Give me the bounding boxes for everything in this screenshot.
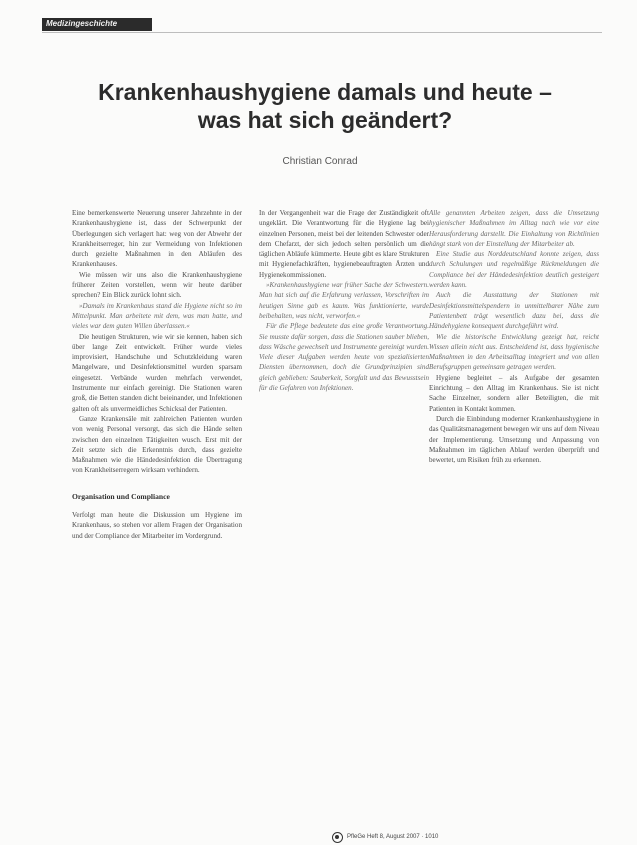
text-column-1 [72,208,242,808]
paragraph: Hygiene begleitet – als Aufgabe der gesamten Einrichtung – den Alltag im Krankenhaus. Sie ist nicht Sache Einzelner, sondern aller Beteiligten, die mit Patienten in Kontakt kommen. [429,373,599,413]
section-tag: Medizingeschichte [42,18,152,31]
header-rule [42,32,602,33]
quote-paragraph: Für die Pflege bedeutete das eine große Verantwortung. Sie musste dafür sorgen, dass die Stationen sauber blieben, dass Wäsche gewechselt und Instrumente gereinigt wurden. Viele dieser Aufgaben werden heute von spezialisierten Diensten übernommen, doch die Grundprinzipien sind gleich geblieben: Sauberkeit, Sorgfalt und das Bewusstsein für die Gefahren von Infektionen. [259,322,429,393]
paragraph: Ganze Krankensäle mit zahlreichen Patienten wurden von wenig Personal versorgt, das sich die Hände selten zwischen den einzelnen Tätigkeiten wusch. Erst mit der Zeit setzte sich die Erkenntnis durch, dass gezielte Maßnahmen wie die Händedesinfektion die Übertragung von Krankheitserregern wirksam verhindern. [72,414,242,475]
quote-paragraph: Wie die historische Entwicklung gezeigt hat, reicht Wissen allein nicht aus. Entscheidend ist, dass hygienische Maßnahmen in den Arbeitsalltag integriert und von allen Berufsgruppen gemeinsam getragen werden. [429,332,599,372]
title-line-2: was hat sich geändert? [197,107,453,133]
paragraph: Durch die Einbindung moderner Krankenhaushygiene in das Qualitätsmanagement bewegen wir uns auf dem Niveau der Implementierung. Umsetzung und Anpassung von Maßnahmen im täglichen Ablauf werden überprüft und bewertet, um Risiken früh zu erkennen. [429,414,599,465]
quote-paragraph: Auch die Ausstattung der Stationen mit Desinfektionsmittelspendern in unmittelbarer Nähe zum Patientenbett trägt wesentlich dazu bei, dass die Händehygiene konsequent durchgeführt wird. [429,291,599,331]
paragraph: Eine bemerkenswerte Neuerung unserer Jahrzehnte in der Krankenhaushygiene ist, dass der Schwerpunkt der Überlegungen sich verlagert hat: weg von der Abwehr der Krankheitserreger, hin zur Vermeidung von Infektionen durch gezielte Maßnahmen in den Abläufen des Krankenhauses. [72,209,242,269]
page-footer [332,831,502,843]
paragraph: Die heutigen Strukturen, wie wir sie kennen, haben sich über lange Zeit entwickelt. Früher wurde vieles improvisiert, Handschuhe und Schutzkleidung waren Mangelware, und Desinfektionsmittel wurden sparsam eingesetzt. Verbände wurden mehrfach verwendet, Instrumente nur einfach gereinigt. Die Stationen waren groß, die Betten standen dicht beieinander, und Infektionen galten oft als unvermeidliches Schicksal der Patienten. [72,332,242,413]
paragraph: Wie müssen wir uns also die Krankenhaushygiene früherer Zeiten vorstellen, wenn wir heute darüber sprechen? Ein Blick zurück lohnt sich. [72,270,242,300]
article-title [60,78,590,134]
paragraph: In der Vergangenheit war die Frage der Zuständigkeit oft ungeklärt. Die Verantwortung für die Hygiene lag bei einzelnen Personen, meist bei der leitenden Schwester oder dem Chefarzt, der sich jedoch selten persönlich um die täglichen Abläufe kümmerte. Heute gibt es klare Strukturen mit Hygienefachkräften, hygienebeauftragten Ärzten und Hygienekommissionen. [259,209,429,279]
quote-paragraph: »Krankenhaushygiene war früher Sache der Schwestern. Man hat sich auf die Erfahrung verlassen, Vorschriften im heutigen Sinne gab es kaum. Was funktionierte, wurde beibehalten, was nicht, verworfen.« [259,281,429,320]
footer-text: PfleGe Heft 8, August 2007 · 1010 [347,834,439,840]
journal-logo-icon [332,832,343,843]
paragraph: Verfolgt man heute die Diskussion um Hygiene im Krankenhaus, so stehen vor allem Fragen der Organisation und der Compliance der Mitarbeiter im Vordergrund. [72,511,242,540]
text-column-3 [429,208,599,828]
quote-paragraph: »Damals im Krankenhaus stand die Hygiene nicht so im Mittelpunkt. Man arbeitete mit dem, was man hatte, und vieles war dem guten Willen überlassen.« [72,301,242,331]
author-name: Christian Conrad [282,156,358,167]
section-heading: Organisation und Compliance [72,491,170,501]
quote-paragraph: Alle genannten Arbeiten zeigen, dass die Umsetzung hygienischer Maßnahmen im Alltag nach wie vor eine Herausforderung darstellt. Die Einhaltung von Richtlinien hängt stark von der Einstellung der Mitarbeiter ab. [429,209,599,248]
text-column-2 [259,208,429,798]
quote-paragraph: Eine Studie aus Norddeutschland konnte zeigen, dass durch Schulungen und regelmäßige Rückmeldungen die Compliance bei der Händedesinfektion deutlich gesteigert werden kann. [429,250,599,290]
title-line-1: Krankenhaushygiene damals und heute – [98,79,552,105]
